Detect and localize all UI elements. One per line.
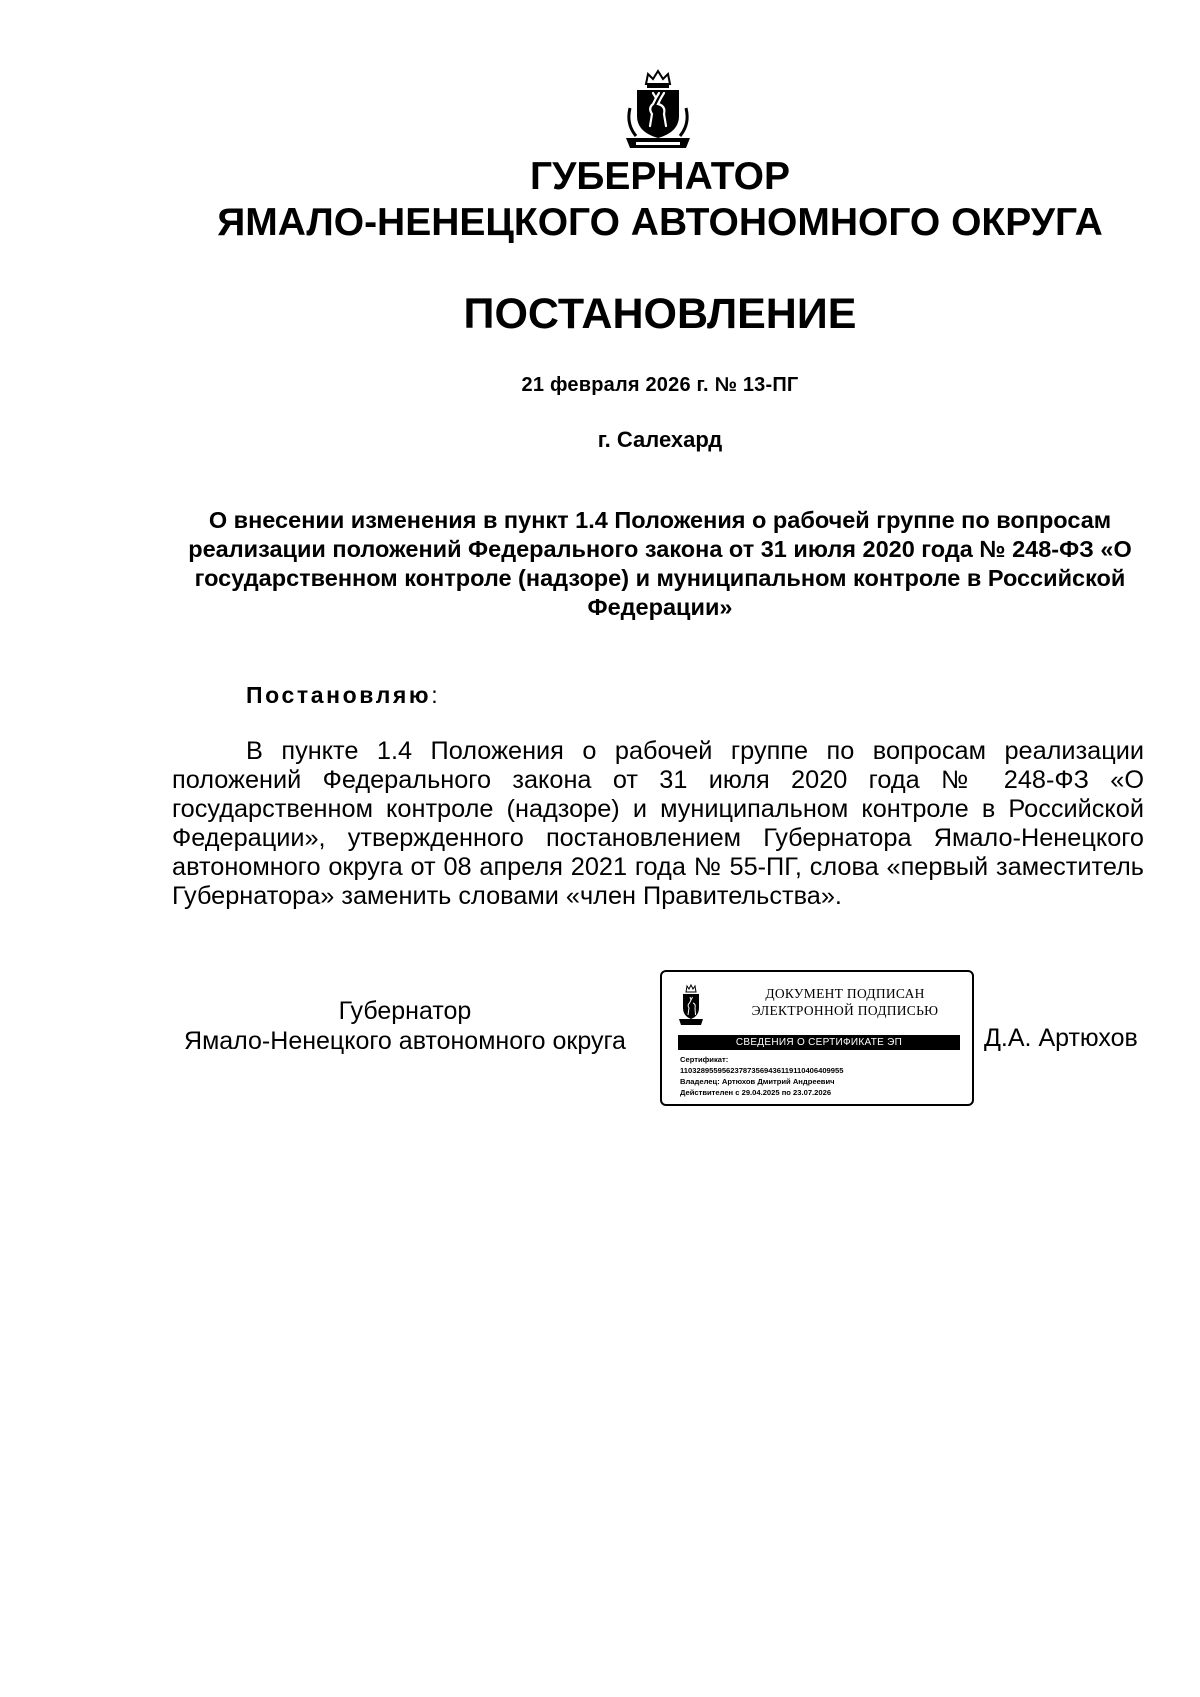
electronic-signature-stamp — [660, 970, 974, 1106]
document-title: О внесении изменения в пункт 1.4 Положения о рабочей группе по вопросам реализации положений Федерального закона от 31 июля 2020 года № 248-ФЗ «О государственном контроле (надзоре) и муниципальном контроле в Российской Федерации» — [188, 507, 1132, 620]
decree-word: Постановляю — [246, 682, 432, 708]
signatory-position-line1: Губернатор — [338, 997, 472, 1025]
stamp-title-line1: ДОКУМЕНТ ПОДПИСАН — [765, 986, 925, 1001]
signatory-name: Д.А. Артюхов — [984, 1024, 1138, 1052]
document-city: г. Салехард — [597, 427, 723, 452]
stamp-certificate-number: 110328955956237873569436119110406409955 — [680, 1066, 844, 1075]
document-type: ПОСТАНОВЛЕНИЕ — [463, 290, 857, 338]
coat-of-arms-icon — [620, 68, 696, 152]
document-body: В пункте 1.4 Положения о рабочей группе по вопросам реализации положений Федерального закона от 31 июля 2020 года № 248-ФЗ «О государственном контроле (надзоре) и муниципальном контроле в Российской Федерации», утвержденного постановлением Губернатора Ямало-Ненецкого автономного округа от 08 апреля 2021 года № 55-ПГ, слова «первый заместитель Губернатора» заменить словами «член Правительства». — [172, 737, 1144, 910]
stamp-certificate-label: Сертификат: — [680, 1055, 729, 1064]
stamp-owner: Владелец: Артюхов Дмитрий Андреевич — [680, 1077, 835, 1086]
stamp-certificate-bar: СВЕДЕНИЯ О СЕРТИФИКАТЕ ЭП — [678, 1035, 960, 1050]
signatory-position — [172, 996, 638, 1056]
signatory-position-line2: Ямало-Ненецкого автономного округа — [184, 1027, 626, 1055]
decree-heading — [246, 680, 438, 710]
header-title-line1: ГУБЕРНАТОР — [529, 155, 790, 198]
stamp-title — [722, 985, 968, 1019]
stamp-validity: Действителен с 29.04.2025 по 23.07.2026 — [680, 1088, 832, 1097]
stamp-emblem-icon — [676, 984, 706, 1028]
document-date-number: 21 февраля 2026 г. № 13-ПГ — [521, 374, 799, 396]
stamp-title-line2: ЭЛЕКТРОННОЙ ПОДПИСЬЮ — [751, 1003, 939, 1018]
header-title-line2: ЯМАЛО-НЕНЕЦКОГО АВТОНОМНОГО ОКРУГА — [217, 201, 1103, 244]
decree-colon: : — [431, 682, 438, 708]
